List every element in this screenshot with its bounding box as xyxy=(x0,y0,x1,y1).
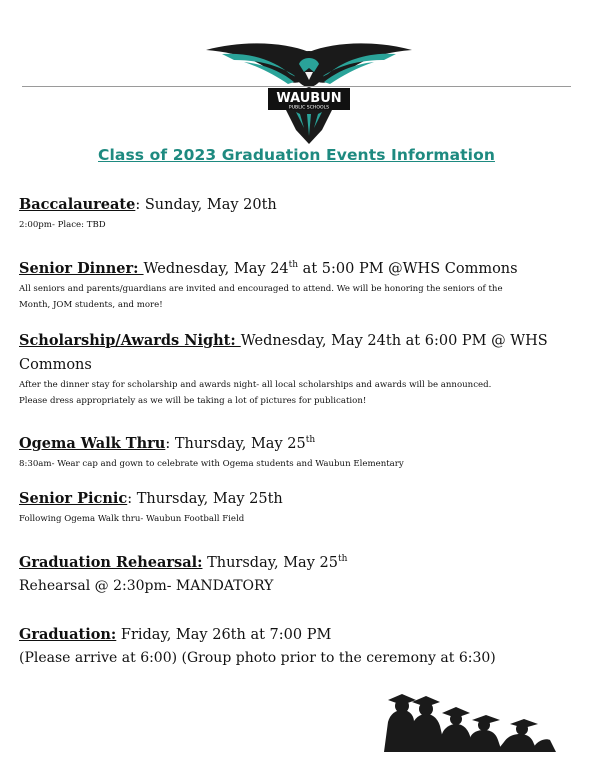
event-label: Graduation: xyxy=(19,626,117,643)
event-date: Thursday, May 25 xyxy=(202,555,338,571)
event-awards-night xyxy=(19,329,579,409)
graduates-silhouette-image xyxy=(380,692,558,752)
logo-subtitle: PUBLIC SCHOOLS xyxy=(288,105,330,111)
event-detail: All seniors and parents/guardians are invited and encouraged to attend. We will be honoring the seniors of the xyxy=(19,284,503,294)
event-sep: : xyxy=(165,436,171,452)
event-ogema-walk xyxy=(19,432,579,472)
event-label: Ogema Walk Thru xyxy=(19,435,166,452)
event-label: Senior Dinner: xyxy=(19,260,144,277)
event-date: Friday, May 26th at 7:00 PM xyxy=(116,627,332,643)
event-detail: After the dinner stay for scholarship and awards night- all local scholarships and awards will be announced. xyxy=(19,380,492,390)
ordinal-suffix: th xyxy=(288,260,299,271)
event-date: Thursday, May 25 xyxy=(170,436,306,452)
ordinal-suffix: th xyxy=(305,435,316,446)
page-title: Class of 2023 Graduation Events Information xyxy=(98,146,495,164)
event-venue-line: Commons xyxy=(19,357,92,373)
event-time-place: at 5:00 PM @WHS Commons xyxy=(298,261,518,277)
event-date: Wednesday, May 24 xyxy=(143,261,289,277)
event-detail: Please dress appropriately as we will be taking a lot of pictures for publication! xyxy=(19,396,367,406)
event-detail: Following Ogema Walk thru- Waubun Football Field xyxy=(19,514,245,524)
event-date: Thursday, May 25th xyxy=(132,491,283,507)
event-date: Sunday, May 20th xyxy=(140,197,277,213)
event-baccalaureate xyxy=(19,193,579,233)
event-sep: : xyxy=(127,491,133,507)
waubun-eagle-logo xyxy=(204,38,414,148)
event-sep: : xyxy=(135,197,141,213)
event-senior-picnic xyxy=(19,487,579,527)
event-detail: Month, JOM students, and more! xyxy=(19,300,163,310)
event-detail: Rehearsal @ 2:30pm- MANDATORY xyxy=(19,578,274,594)
event-detail: 8:30am- Wear cap and gown to celebrate with Ogema students and Waubun Elementary xyxy=(19,459,404,469)
ordinal-suffix: th xyxy=(337,554,348,565)
event-rehearsal xyxy=(19,551,579,598)
event-graduation xyxy=(19,623,579,670)
event-senior-dinner xyxy=(19,257,579,313)
event-detail: 2:00pm- Place: TBD xyxy=(19,220,106,230)
event-label: Senior Picnic xyxy=(19,490,128,507)
logo-wordmark: WAUBUN xyxy=(276,91,342,106)
event-detail: (Please arrive at 6:00) (Group photo prior to the ceremony at 6:30) xyxy=(19,650,496,666)
event-label: Baccalaureate xyxy=(19,196,136,213)
event-date: Wednesday, May 24th at 6:00 PM @ WHS xyxy=(240,333,548,349)
event-label: Graduation Rehearsal: xyxy=(19,554,203,571)
event-label: Scholarship/Awards Night: xyxy=(19,332,241,349)
header-rule xyxy=(22,86,571,87)
